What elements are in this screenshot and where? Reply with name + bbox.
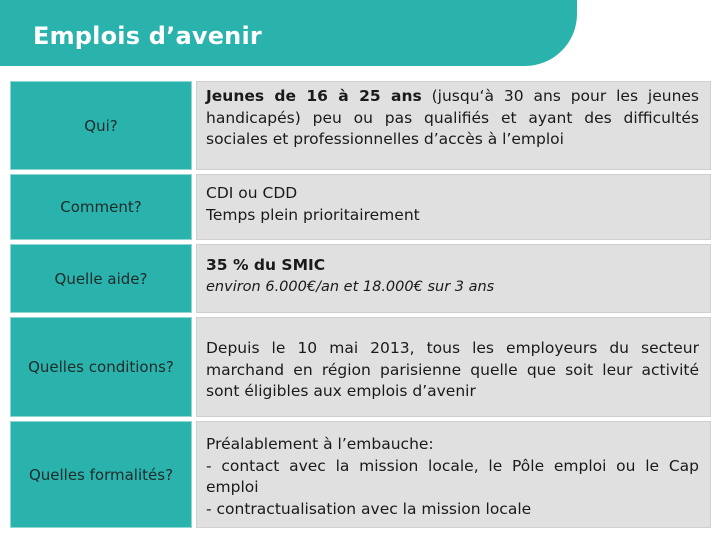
row-content-conditions xyxy=(196,317,711,417)
row-content-qui xyxy=(196,81,711,170)
content-text: (jusqu‘à 30 ans pour les jeunes handicapés) peu ou pas qualifiés et ayant des difficultés sociales et professionnelles d’accès à l’emploi xyxy=(206,87,700,148)
content-bold-text: Jeunes de 16 à 25 ans xyxy=(206,87,422,105)
row-content-aide xyxy=(196,244,711,313)
table-row-qui xyxy=(10,81,711,170)
content-line: Temps plein prioritairement xyxy=(206,205,420,224)
row-label-text: Quelles conditions? xyxy=(28,358,174,376)
content-line: - contractualisation avec la mission locale xyxy=(206,499,532,518)
title-banner xyxy=(0,0,577,66)
content-text: Depuis le 10 mai 2013, tous les employeurs du secteur marchand en région parisienne quelle que soit leur activité sont éligibles aux emplois d’avenir xyxy=(206,339,699,400)
row-label-text: Comment? xyxy=(60,198,142,216)
table-row-conditions xyxy=(10,317,711,417)
content-italic-line: environ 6.000€/an et 18.000€ sur 3 ans xyxy=(206,278,495,295)
row-label-text: Quelle aide? xyxy=(54,269,148,288)
row-content-formalites xyxy=(196,421,711,528)
content-bold-line: 35 % du SMIC xyxy=(206,256,326,274)
row-label-formalites xyxy=(10,421,192,528)
content-line: CDI ou CDD xyxy=(206,184,298,202)
table-row-aide xyxy=(10,244,711,313)
table-row-formalites xyxy=(10,421,711,528)
row-label-text: Qui? xyxy=(84,116,118,135)
row-label-comment xyxy=(10,174,192,240)
row-label-conditions xyxy=(10,317,192,417)
row-label-aide xyxy=(10,244,192,313)
info-table xyxy=(10,81,711,532)
row-label-text: Quelles formalités? xyxy=(28,465,174,484)
content-line: Préalablement à l’embauche: xyxy=(206,435,434,453)
row-label-qui xyxy=(10,81,192,170)
row-content-comment xyxy=(196,174,711,240)
table-row-comment xyxy=(10,174,711,240)
content-line: - contact avec la mission locale, le Pôle emploi ou le Cap emploi xyxy=(206,456,699,496)
page-title: Emplois d’avenir xyxy=(33,22,262,50)
